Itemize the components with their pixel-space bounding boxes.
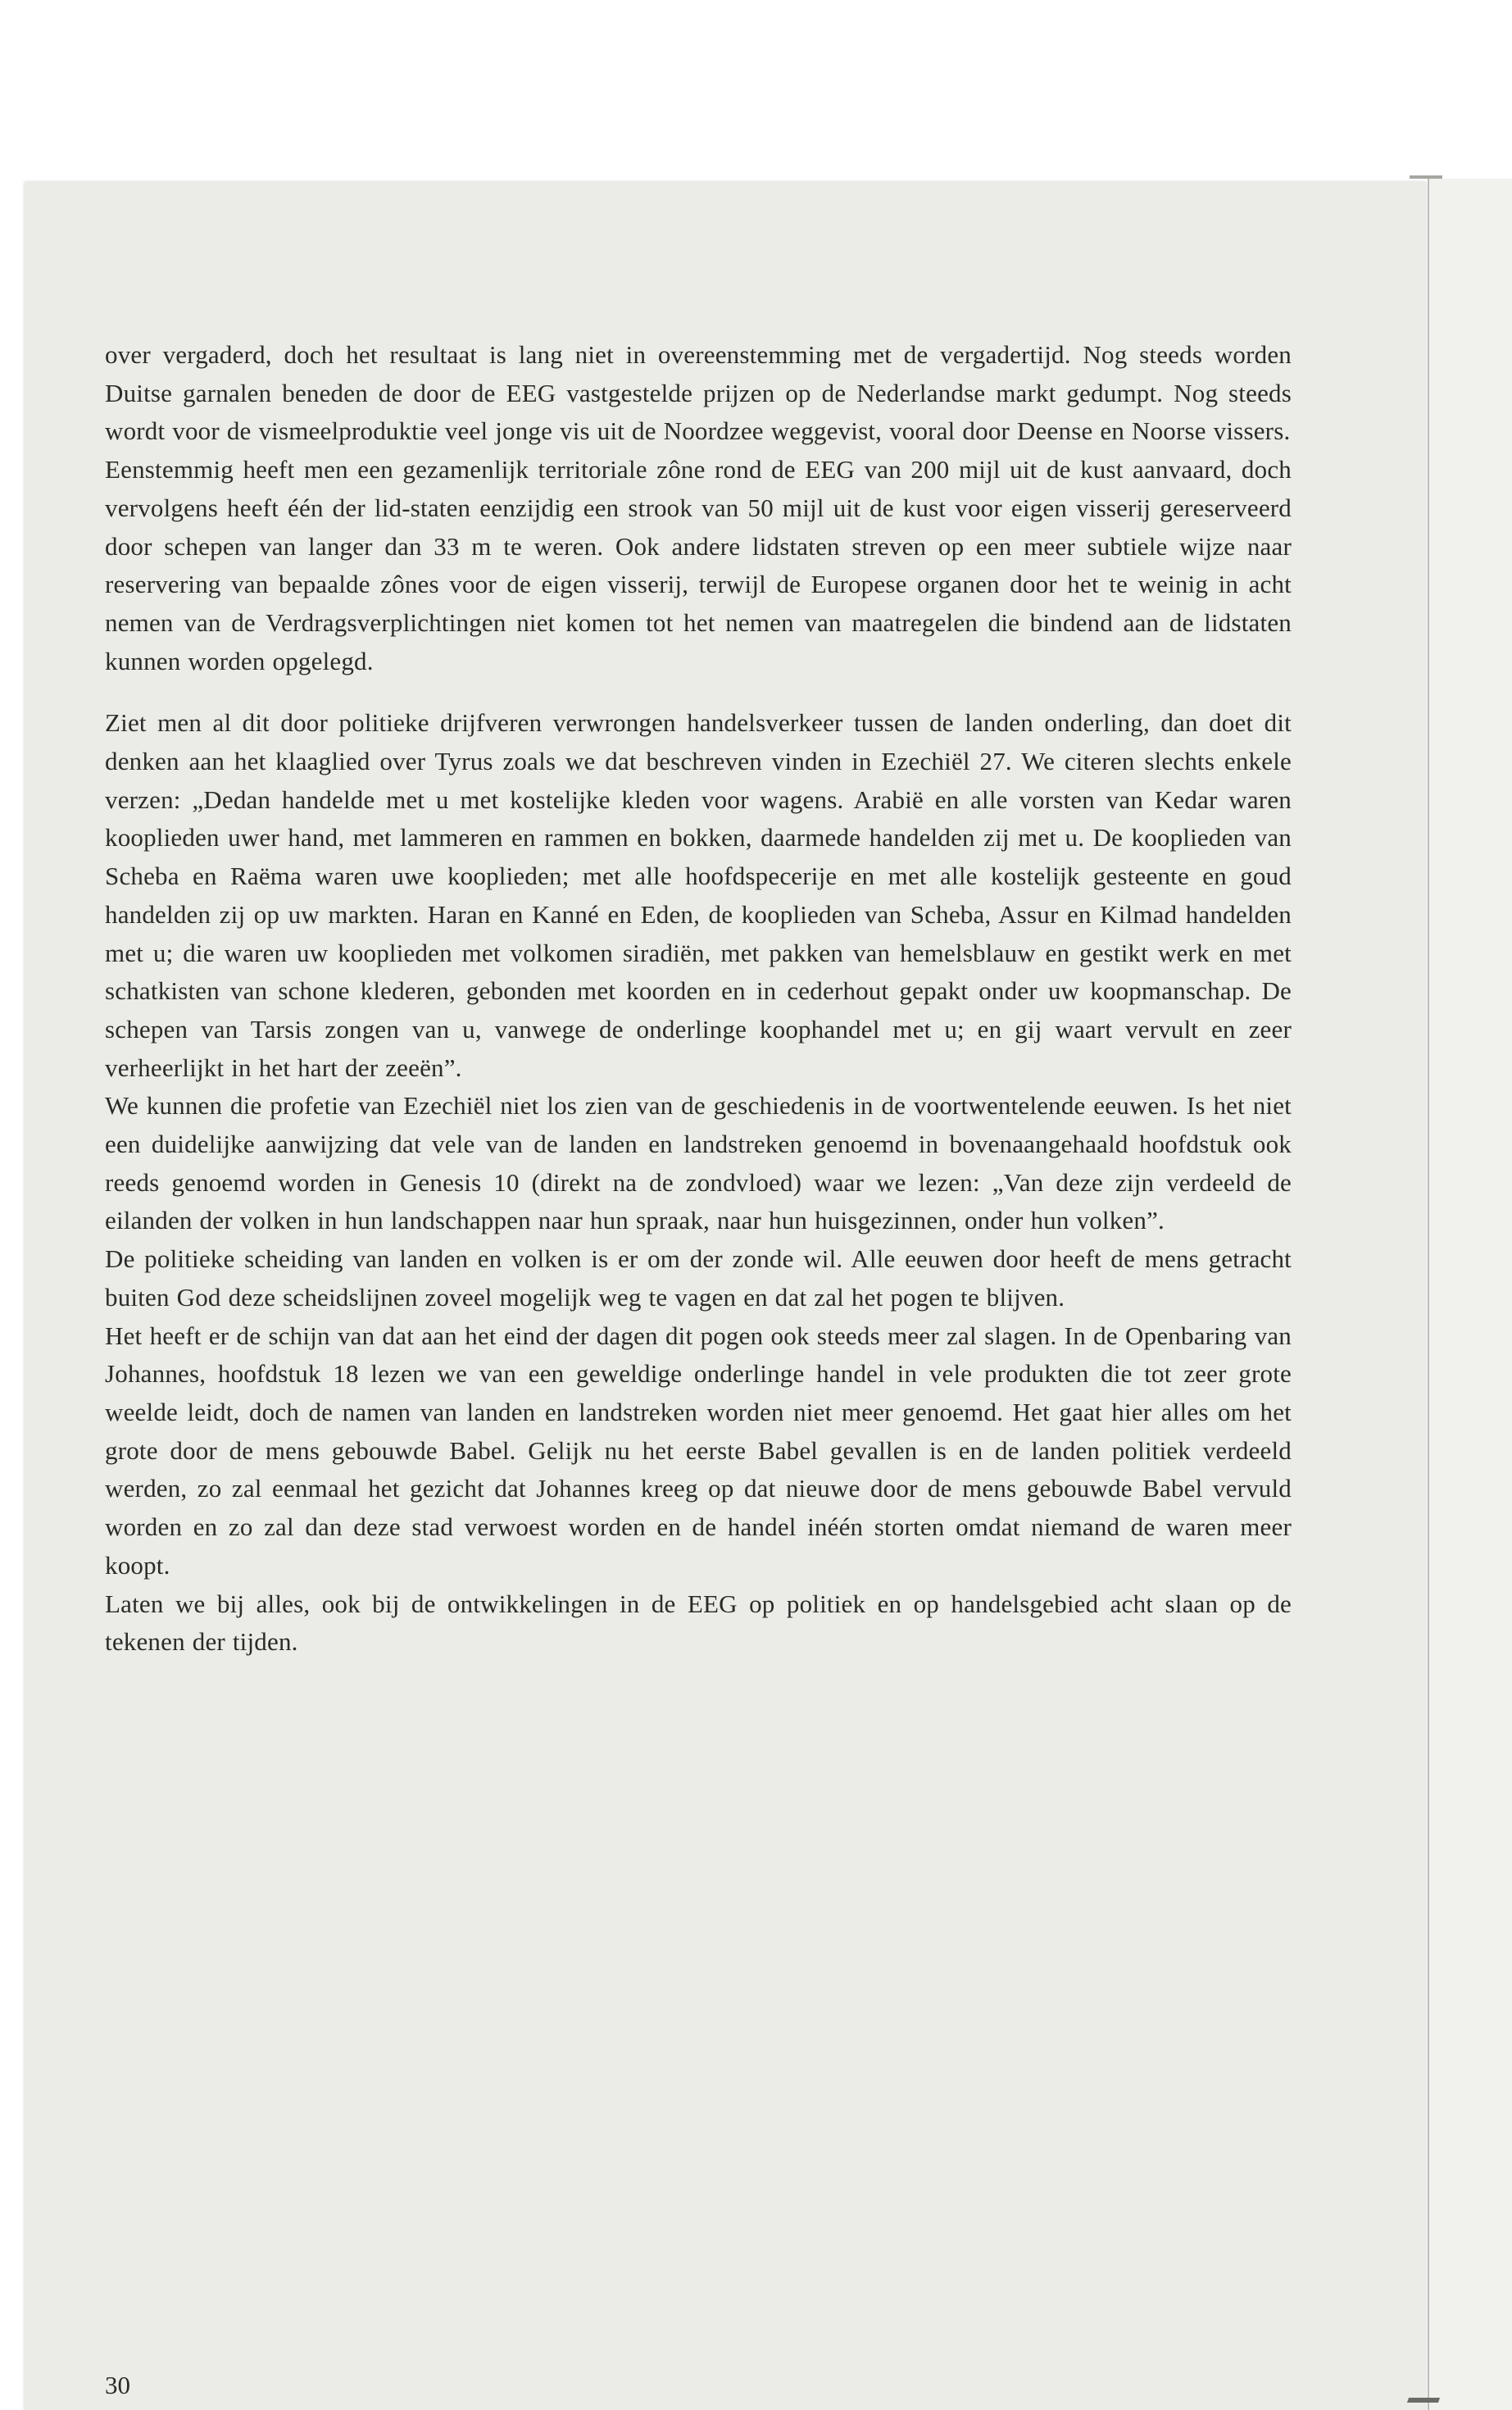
- paragraph: Ziet men al dit door politieke drijfveren verwrongen handelsverkeer tussen de landen onderling, dan doet dit denken aan het klaaglied over Tyrus zoals we dat beschreven vinden in Ezechiël 27. We citeren slechts enkele verzen: „Dedan handelde met u met kostelijke kleden voor wagens. Arabië en alle vorsten van Kedar waren kooplieden uwer hand, met lammeren en rammen en bokken, daarmede handelden zij met u. De kooplieden van Scheba en Raëma waren uwe kooplieden; met alle hoofdspecerije en met alle kostelijk gesteente en goud handelden zij op uw markten. Haran en Kanné en Eden, de kooplieden van Scheba, Assur en Kilmad handelden met u; die waren uw kooplieden met volkomen siradiën, met pakken van hemelsblauw en gestikt werk en met schatkisten van schone klederen, gebonden met koorden en in cederhout gepakt onder uw koopmanschap. De schepen van Tarsis zongen van u, vanwege de onderlinge koophandel met u; en gij waart vervult en zeer verheerlijkt in het hart der zeeën”.: [105, 708, 1292, 1082]
- paragraph: over vergaderd, doch het resultaat is lang niet in overeenstemming met de vergadertijd. Nog steeds worden Duitse garnalen beneden de door de EEG vastgestelde prijzen op de Nederlandse markt gedumpt. Nog steeds wordt voor de vismeelproduktie veel jonge vis uit de Noordzee weggevist, vooral door Deense en Noorse vissers.: [105, 340, 1292, 446]
- paragraph: De politieke scheiding van landen en volken is er om der zonde wil. Alle eeuwen door heeft de mens getracht buiten God deze scheidslijnen zoveel mogelijk weg te vagen en dat zal het pogen te blijven.: [105, 1244, 1292, 1312]
- paragraph: We kunnen die profetie van Ezechiël niet los zien van de geschiedenis in de voortwentelende eeuwen. Is het niet een duidelijke aanwijzing dat vele van de landen en landstreken genoemd in bovenaangehaald hoofdstuk ook reeds genoemd worden in Genesis 10 (direkt na de zondvloed) waar we lezen: „Van deze zijn verdeeld de eilanden der volken in hun landschappen naar hun spraak, naar hun huisgezinnen, onder hun volken”.: [105, 1091, 1292, 1235]
- page-edge-bottom: [1407, 2398, 1440, 2403]
- paragraph: Het heeft er de schijn van dat aan het eind der dagen dit pogen ook steeds meer zal slagen. In de Openbaring van Johannes, hoofdstuk 18 lezen we van een geweldige onderlinge handel in vele produkten die tot zeer grote weelde leidt, doch de namen van landen en landstreken worden niet meer genoemd. Het gaat hier alles om het grote door de mens gebouwde Babel. Gelijk nu het eerste Babel gevallen is en de landen politiek verdeeld werden, zo zal eenmaal het gezicht dat Johannes kreeg op dat nieuwe door de mens gebouwde Babel vervuld worden en zo zal dan deze stad verwoest worden en de handel inéén storten omdat niemand de waren meer koopt.: [105, 1321, 1292, 1580]
- paragraph: Laten we bij alles, ook bij de ontwikkelingen in de EEG op politiek en op handelsgebied acht slaan op de tekenen der tijden.: [105, 1589, 1292, 1657]
- body-text: [105, 336, 1292, 1662]
- paragraph: Eenstemmig heeft men een gezamenlijk territoriale zône rond de EEG van 200 mijl uit de kust aanvaard, doch vervolgens heeft één der lid-staten eenzijdig een strook van 50 mijl uit de kust voor eigen visserij gereserveerd door schepen van langer dan 33 m te weren. Ook andere lidstaten streven op een meer subtiele wijze naar reservering van bepaalde zônes voor de eigen visserij, terwijl de Europese organen door het te weinig in acht nemen van de Verdragsverplichtingen niet komen tot het nemen van maatregelen die bindend aan de lidstaten kunnen worden opgelegd.: [105, 455, 1292, 675]
- page-number: 30: [105, 2371, 130, 2399]
- adjacent-page-edge: [1428, 179, 1512, 2410]
